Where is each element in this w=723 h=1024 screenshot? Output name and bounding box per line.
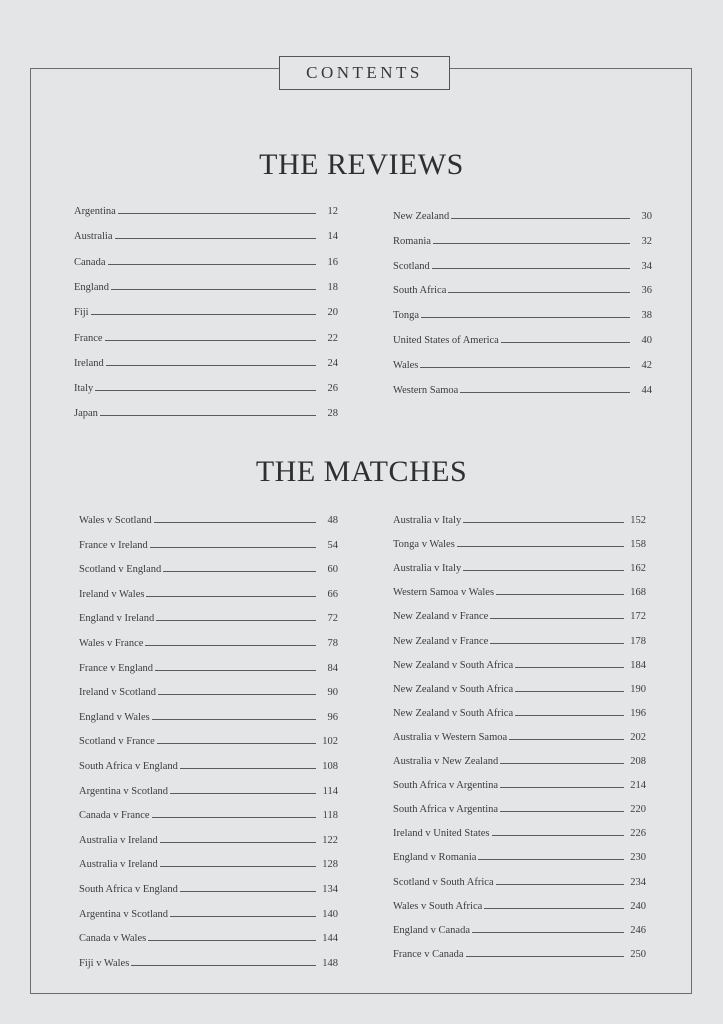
toc-entry-page: 26 bbox=[327, 383, 338, 395]
leader-line bbox=[500, 762, 624, 764]
toc-entry bbox=[79, 610, 338, 624]
toc-entry bbox=[393, 282, 652, 296]
toc-entry-label: Western Samoa v Wales bbox=[393, 587, 495, 599]
toc-entry bbox=[74, 254, 338, 268]
toc-entry bbox=[79, 807, 338, 821]
toc-entry-label: Ireland bbox=[74, 357, 104, 369]
toc-entry bbox=[74, 330, 338, 344]
leader-line bbox=[163, 570, 316, 572]
toc-entry-page: 20 bbox=[327, 307, 338, 319]
toc-entry-page: 30 bbox=[641, 211, 652, 222]
toc-entry bbox=[393, 753, 646, 767]
toc-entry-page: 128 bbox=[322, 859, 338, 871]
toc-entry-page: 38 bbox=[641, 310, 652, 322]
toc-entry-label: Italy bbox=[74, 383, 94, 395]
toc-entry-label: Japan bbox=[74, 408, 98, 420]
toc-entry-label: Wales v France bbox=[79, 638, 144, 649]
leader-line bbox=[111, 288, 316, 290]
toc-entry-page: 226 bbox=[630, 828, 646, 840]
toc-entry-label: Ireland v United States bbox=[393, 828, 490, 840]
toc-entry-label: Canada v France bbox=[79, 810, 150, 822]
toc-entry-page: 22 bbox=[327, 332, 338, 344]
toc-entry-page: 122 bbox=[322, 834, 338, 846]
toc-entry bbox=[393, 946, 646, 960]
toc-entry bbox=[393, 584, 646, 598]
toc-entry bbox=[79, 832, 338, 846]
toc-entry-page: 214 bbox=[630, 780, 646, 792]
toc-entry-label: Tonga v Wales bbox=[393, 539, 455, 551]
toc-entry bbox=[79, 709, 338, 723]
toc-entry bbox=[393, 560, 646, 574]
toc-entry-label: Scotland v England bbox=[79, 564, 162, 576]
toc-entry-label: Ireland v Wales bbox=[79, 588, 145, 600]
leader-line bbox=[108, 263, 317, 265]
toc-entry-label: Australia v Ireland bbox=[79, 834, 158, 846]
toc-entry-label: Australia v Western Samoa bbox=[393, 731, 508, 743]
toc-entry bbox=[79, 758, 338, 772]
toc-entry-label: South Africa v Argentina bbox=[393, 780, 499, 792]
toc-entry-label: Wales bbox=[393, 359, 419, 371]
leader-line bbox=[146, 595, 316, 597]
toc-entry bbox=[393, 608, 646, 622]
toc-entry-page: 114 bbox=[322, 785, 338, 797]
toc-entry bbox=[79, 783, 338, 797]
leader-line bbox=[501, 341, 630, 343]
toc-entry-label: New Zealand v France bbox=[393, 635, 489, 647]
toc-entry-page: 54 bbox=[327, 539, 338, 551]
toc-entry-label: Australia v Italy bbox=[393, 515, 462, 526]
toc-entry bbox=[393, 258, 652, 272]
toc-entry bbox=[74, 279, 338, 293]
toc-entry-label: Fiji v Wales bbox=[79, 957, 130, 969]
toc-entry bbox=[79, 537, 338, 551]
leader-line bbox=[492, 834, 624, 836]
toc-entry-page: 178 bbox=[630, 635, 646, 647]
toc-entry bbox=[79, 586, 338, 600]
toc-entry-page: 184 bbox=[630, 659, 646, 671]
toc-entry bbox=[393, 874, 646, 888]
toc-entry-label: New Zealand v South Africa bbox=[393, 683, 514, 695]
toc-entry-label: Argentina v Scotland bbox=[79, 785, 169, 797]
toc-entry bbox=[79, 512, 338, 526]
toc-entry-label: England v Ireland bbox=[79, 613, 155, 625]
leader-line bbox=[152, 718, 316, 720]
toc-entry-label: Canada bbox=[74, 256, 106, 268]
toc-entry-page: 66 bbox=[327, 588, 338, 600]
leader-line bbox=[160, 841, 316, 843]
toc-entry bbox=[79, 660, 338, 674]
toc-entry bbox=[393, 332, 652, 346]
leader-line bbox=[131, 964, 316, 966]
toc-entry-page: 28 bbox=[327, 408, 338, 420]
toc-entry-page: 234 bbox=[630, 876, 646, 888]
toc-entry-label: South Africa v England bbox=[79, 884, 178, 895]
toc-entry-page: 36 bbox=[641, 285, 652, 297]
leader-line bbox=[500, 786, 624, 788]
toc-entry-page: 90 bbox=[327, 687, 338, 699]
toc-entry-page: 140 bbox=[322, 908, 338, 920]
toc-entry-page: 96 bbox=[327, 711, 338, 723]
matches-title: THE MATCHES bbox=[255, 455, 468, 488]
toc-entry-page: 208 bbox=[630, 756, 646, 767]
toc-entry bbox=[79, 856, 338, 870]
leader-line bbox=[170, 792, 316, 794]
toc-entry bbox=[74, 380, 338, 394]
toc-entry-label: Canada v Wales bbox=[79, 933, 147, 945]
leader-line bbox=[460, 391, 630, 393]
toc-entry-page: 32 bbox=[641, 235, 652, 247]
toc-entry-page: 230 bbox=[630, 852, 646, 864]
toc-entry-label: Scotland bbox=[393, 260, 430, 272]
toc-entry-label: South Africa v England bbox=[79, 761, 178, 772]
leader-line bbox=[484, 907, 624, 909]
leader-line bbox=[148, 939, 316, 941]
leader-line bbox=[157, 742, 316, 744]
toc-entry bbox=[393, 729, 646, 743]
toc-entry-label: England bbox=[74, 281, 109, 293]
toc-entry bbox=[393, 208, 652, 222]
toc-entry bbox=[74, 203, 338, 217]
leader-line bbox=[515, 690, 624, 692]
toc-entry-page: 60 bbox=[327, 564, 338, 576]
leader-line bbox=[448, 291, 630, 293]
leader-line bbox=[155, 669, 316, 671]
toc-entry-label: Australia bbox=[74, 231, 113, 243]
toc-entry bbox=[393, 233, 652, 247]
toc-entry-label: Australia v Ireland bbox=[79, 859, 158, 871]
toc-entry-page: 134 bbox=[322, 884, 338, 895]
toc-entry-label: England v Romania bbox=[393, 852, 477, 864]
toc-entry-page: 108 bbox=[322, 761, 338, 772]
toc-entry-label: New Zealand bbox=[393, 211, 450, 222]
toc-entry-page: 102 bbox=[322, 736, 338, 748]
toc-entry-page: 172 bbox=[630, 611, 646, 623]
toc-entry-label: South Africa v Argentina bbox=[393, 804, 499, 816]
toc-entry bbox=[393, 357, 652, 371]
toc-entry-page: 162 bbox=[630, 563, 646, 575]
toc-entry-label: Romania bbox=[393, 235, 431, 247]
toc-entry bbox=[393, 825, 646, 839]
toc-entry-page: 78 bbox=[327, 638, 338, 649]
toc-entry-page: 168 bbox=[630, 587, 646, 599]
toc-entry-label: Ireland v Scotland bbox=[79, 687, 156, 699]
toc-entry-page: 190 bbox=[630, 683, 646, 695]
toc-entry bbox=[393, 633, 646, 647]
leader-line bbox=[490, 642, 624, 644]
leader-line bbox=[158, 693, 316, 695]
leader-line bbox=[496, 593, 624, 595]
toc-entry-label: New Zealand v South Africa bbox=[393, 659, 514, 671]
toc-entry bbox=[393, 382, 652, 396]
toc-entry-page: 18 bbox=[327, 281, 338, 293]
toc-entry-label: Australia v New Zealand bbox=[393, 756, 499, 767]
leader-line bbox=[145, 644, 316, 646]
leader-line bbox=[500, 810, 624, 812]
leader-line bbox=[160, 865, 316, 867]
leader-line bbox=[421, 316, 630, 318]
leader-line bbox=[490, 617, 624, 619]
toc-entry-page: 144 bbox=[322, 933, 338, 945]
toc-entry bbox=[393, 536, 646, 550]
toc-entry bbox=[393, 681, 646, 695]
leader-line bbox=[433, 242, 630, 244]
toc-entry-page: 14 bbox=[327, 231, 338, 243]
toc-entry-page: 148 bbox=[322, 957, 338, 969]
toc-entry bbox=[393, 657, 646, 671]
toc-entry-page: 84 bbox=[327, 662, 338, 674]
toc-entry bbox=[74, 304, 338, 318]
leader-line bbox=[472, 931, 624, 933]
toc-entry-page: 196 bbox=[630, 707, 646, 719]
toc-entry-label: England v Wales bbox=[79, 711, 150, 723]
toc-entry bbox=[393, 777, 646, 791]
toc-entry bbox=[393, 898, 646, 912]
leader-line bbox=[152, 816, 316, 818]
contents-heading: CONTENTS bbox=[279, 56, 450, 90]
leader-line bbox=[170, 915, 316, 917]
leader-line bbox=[95, 389, 316, 391]
toc-entry-label: France v Canada bbox=[393, 948, 464, 960]
toc-entry-page: 48 bbox=[327, 515, 338, 526]
toc-entry-page: 240 bbox=[630, 900, 646, 912]
toc-entry bbox=[79, 881, 338, 895]
toc-entry-label: Argentina v Scotland bbox=[79, 908, 169, 920]
leader-line bbox=[180, 890, 316, 892]
toc-entry bbox=[393, 512, 646, 526]
toc-entry-label: New Zealand v France bbox=[393, 611, 489, 623]
leader-line bbox=[150, 546, 316, 548]
leader-line bbox=[105, 339, 316, 341]
leader-line bbox=[515, 714, 624, 716]
toc-entry bbox=[74, 405, 338, 419]
toc-entry-page: 152 bbox=[630, 515, 646, 526]
toc-entry bbox=[79, 684, 338, 698]
leader-line bbox=[91, 313, 316, 315]
toc-entry-label: Argentina bbox=[74, 206, 116, 217]
toc-entry-label: Western Samoa bbox=[393, 384, 459, 396]
leader-line bbox=[451, 217, 630, 219]
leader-line bbox=[496, 883, 624, 885]
toc-entry-label: United States of America bbox=[393, 335, 499, 346]
leader-line bbox=[156, 619, 316, 621]
toc-entry-page: 72 bbox=[327, 613, 338, 625]
toc-entry bbox=[79, 561, 338, 575]
toc-entry bbox=[79, 955, 338, 969]
toc-entry bbox=[393, 801, 646, 815]
toc-entry-label: Wales v Scotland bbox=[79, 515, 152, 526]
toc-entry-page: 158 bbox=[630, 539, 646, 551]
leader-line bbox=[463, 521, 624, 523]
leader-line bbox=[466, 955, 624, 957]
toc-entry-label: Tonga bbox=[393, 310, 420, 322]
toc-entry-label: Scotland v France bbox=[79, 736, 155, 748]
reviews-title: THE REVIEWS bbox=[259, 148, 464, 181]
toc-entry-label: France bbox=[74, 332, 103, 344]
toc-entry bbox=[393, 307, 652, 321]
toc-entry-page: 12 bbox=[327, 206, 338, 217]
toc-entry bbox=[79, 930, 338, 944]
toc-entry-page: 118 bbox=[322, 810, 338, 822]
toc-entry-label: New Zealand v South Africa bbox=[393, 707, 514, 719]
toc-entry-label: Wales v South Africa bbox=[393, 900, 483, 912]
leader-line bbox=[463, 569, 624, 571]
leader-line bbox=[432, 267, 630, 269]
toc-entry-label: South Africa bbox=[393, 285, 447, 297]
toc-entry-label: Fiji bbox=[74, 307, 89, 319]
toc-entry-page: 220 bbox=[630, 804, 646, 816]
leader-line bbox=[100, 414, 316, 416]
toc-entry-page: 16 bbox=[327, 256, 338, 268]
toc-entry bbox=[74, 228, 338, 242]
toc-entry-label: Scotland v South Africa bbox=[393, 876, 494, 888]
toc-entry bbox=[79, 733, 338, 747]
leader-line bbox=[180, 767, 316, 769]
toc-entry-page: 24 bbox=[327, 357, 338, 369]
toc-entry-page: 202 bbox=[630, 731, 646, 743]
toc-entry bbox=[393, 922, 646, 936]
toc-entry-label: France v Ireland bbox=[79, 539, 148, 551]
toc-entry bbox=[393, 705, 646, 719]
toc-entry-page: 40 bbox=[641, 335, 652, 346]
leader-line bbox=[509, 738, 624, 740]
toc-entry bbox=[74, 355, 338, 369]
toc-entry bbox=[79, 635, 338, 649]
leader-line bbox=[457, 545, 624, 547]
toc-entry-page: 246 bbox=[630, 924, 646, 936]
toc-entry-label: England v Canada bbox=[393, 924, 470, 936]
toc-entry bbox=[79, 906, 338, 920]
leader-line bbox=[478, 858, 624, 860]
toc-entry-label: France v England bbox=[79, 662, 154, 674]
toc-entry-page: 34 bbox=[641, 260, 652, 272]
leader-line bbox=[154, 521, 316, 523]
leader-line bbox=[118, 212, 316, 214]
leader-line bbox=[515, 666, 624, 668]
leader-line bbox=[106, 364, 316, 366]
toc-entry-page: 42 bbox=[641, 359, 652, 371]
leader-line bbox=[420, 366, 630, 368]
toc-entry-label: Australia v Italy bbox=[393, 563, 462, 575]
toc-entry-page: 44 bbox=[641, 384, 652, 396]
toc-entry bbox=[393, 849, 646, 863]
leader-line bbox=[115, 237, 317, 239]
toc-entry-page: 250 bbox=[630, 948, 646, 960]
